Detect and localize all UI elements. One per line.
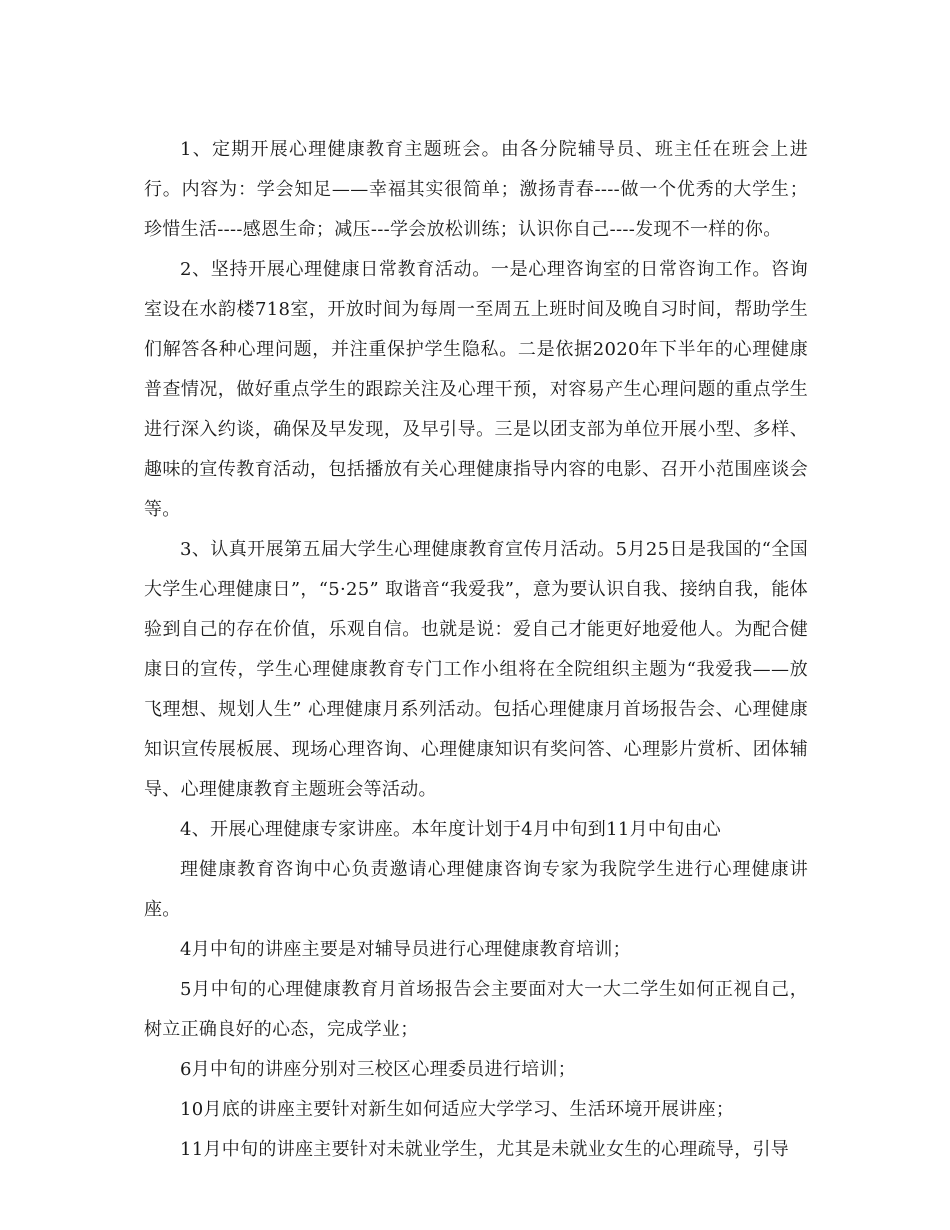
paragraph-october-lecture: 10月底的讲座主要针对新生如何适应大学学习、生活环境开展讲座；: [180, 1099, 735, 1120]
paragraph-daily-activities: 2、坚持开展心理健康日常教育活动。一是心理咨询室的日常咨询工作。咨询室设在水韵楼718室，开放时间为每周一至周五上班时间及晚自习时间，帮助学生们解答各种心理问题，并注重保护学生隐私。二是依据2020年下半年的心理健康普查情况，做好重点学生的跟踪关注及心理干预，对容易产生心理问题的重点学生进行深入约谈，确保及早发现，及早引导。三是以团支部为单位开展小型、多样、趣味的宣传教育活动，包括播放有关心理健康指导内容的电影、召开小范围座谈会等。: [144, 259, 808, 520]
document-page: [144, 130, 808, 1170]
paragraph-may-lecture: 5月中旬的心理健康教育月首场报告会主要面对大一大二学生如何正视自己，树立正确良好的心态，完成学业；: [144, 979, 808, 1040]
paragraph-expert-lectures-continued: 理健康教育咨询中心负责邀请心理健康咨询专家为我院学生进行心理健康讲座。: [144, 859, 808, 920]
paragraph-june-lecture: 6月中旬的讲座分别对三校区心理委员进行培训；: [180, 1059, 577, 1080]
paragraph-november-lecture: 11月中旬的讲座主要针对未就业学生，尤其是未就业女生的心理疏导，引导: [180, 1139, 790, 1160]
paragraph-april-lecture: 4月中旬的讲座主要是对辅导员进行心理健康教育培训；: [180, 939, 631, 960]
paragraph-awareness-month: 3、认真开展第五届大学生心理健康教育宣传月活动。5月25日是我国的“全国大学生心理健康日”，“5·25” 取谐音“我爱我”，意为要认识自我、接纳自我，能体验到自己的存在价值，乐观自信。也就是说：爱自己才能更好地爱他人。为配合健康日的宣传，学生心理健康教育专门工作小组将在全院组织主题为“我爱我——放飞理想、规划人生” 心理健康月系列活动。包括心理健康月首场报告会、心理健康知识宣传展板展、现场心理咨询、心理健康知识有奖问答、心理影片赏析、团体辅导、心理健康教育主题班会等活动。: [144, 539, 808, 800]
paragraph-theme-class-meetings: 1、定期开展心理健康教育主题班会。由各分院辅导员、班主任在班会上进行。内容为：学会知足——幸福其实很简单；激扬青春----做一个优秀的大学生；珍惜生活----感恩生命；减压---学会放松训练；认识你自己----发现不一样的你。: [144, 139, 808, 240]
paragraph-expert-lectures: 4、开展心理健康专家讲座。本年度计划于4月中旬到11月中旬由心: [180, 819, 722, 840]
